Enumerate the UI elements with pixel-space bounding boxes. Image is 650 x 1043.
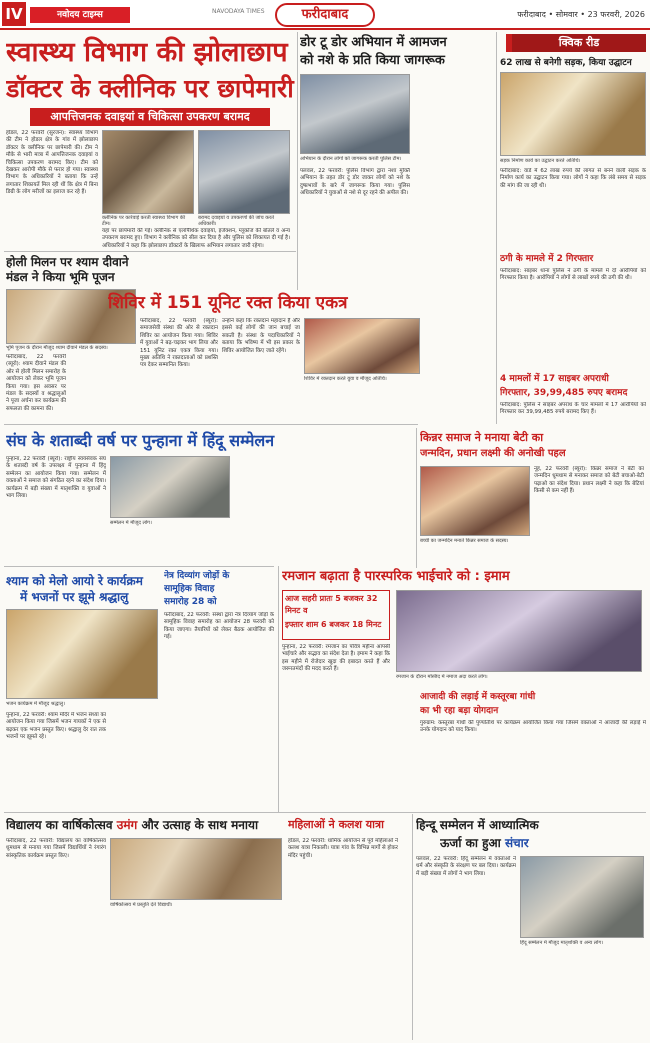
column-rule (416, 428, 417, 568)
blood-camp-headline: शिविर में 151 यूनिट रक्त किया एकत्र (108, 293, 348, 313)
blood-camp-photo (304, 318, 420, 374)
column-rule (412, 814, 413, 1040)
ramzan-sehri: आज सहरी प्रातः 5 बजकर 32 मिनट व (285, 594, 378, 615)
quick-item-4-headline-1: आजादी की लड़ाई में कस्तूरबा गांधी (420, 692, 536, 702)
quick-item-2-headline: ठगी के मामले में 2 गिरफ्तार (500, 254, 594, 264)
lead-headline-1: स्वास्थ्य विभाग की झोलाछाप (6, 37, 288, 68)
quick-item-1-caption: सड़क निर्माण कार्य का उद्घाटन करते अतिथि। (500, 158, 581, 164)
ramzan-photo-caption: रमजान के दौरान मस्जिद में नमाज अदा करते लोग। (396, 674, 488, 680)
shyam-headline-1: श्याम को मेलो आयो रे कार्यक्रम (6, 574, 143, 588)
shyam-photo (6, 609, 158, 699)
interview-photo-caption: अभियान के दौरान लोगों को जागरूक करती पुलिस टीम। (300, 156, 402, 162)
ramzan-iftar: इफ्तार शाम 6 बजकर 18 मिनट (285, 620, 382, 629)
shyam-photo-caption: भजन कार्यक्रम में मौजूद श्रद्धालु। (6, 701, 65, 707)
vidyalaya-headline-2: उमंग (116, 818, 138, 832)
aadhyatmik-headline (440, 834, 640, 852)
quick-item-4-headline-2: का भी रहा बड़ा योगदान (420, 706, 499, 716)
lead-subhead: आपत्तिजनक दवाइयां व चिकित्सा उपकरण बरामद (30, 108, 270, 126)
kinnar-photo (420, 466, 530, 536)
quick-item-2-body: फरीदाबाद: साइबर थाना पुलिस ने ठगी के मामले में दो आरोपियों को गिरफ्तार किया है। आरोपियों ने लोगों से लाखों रुपये की ठगी की थी। (500, 268, 646, 282)
sangh-photo (110, 456, 230, 518)
vivah-body: फरीदाबाद, 22 फरवरी: संस्था द्वारा नेत्र दिव्यांग जोड़ों के सामूहिक विवाह समारोह का आयोजन 28 फरवरी को किया जाएगा। तैयारियों को लेकर बैठक आयोजित की गई। (164, 612, 274, 641)
lead-photo-1 (102, 130, 194, 214)
quick-item-3-headline-2: गिरफ्तार, 39,99,485 रुपए बरामद (500, 388, 628, 398)
divider (4, 812, 646, 813)
quick-item-1-body: फरीदाबाद: वार्ड में 62 लाख रुपये की लागत से बनने वाली सड़क के निर्माण कार्य का उद्घाटन किया गया। लोगों ने कहा कि लंबे समय से सड़क की मांग की जा रही थी। (500, 168, 646, 189)
holi-headline-2: मंडल ने किया भूमि पूजन (6, 270, 115, 284)
quick-item-3-body: फरीदाबाद: पुलिस ने साइबर अपराध के चार मामलों में 17 आरोपियों को गिरफ्तार कर 39,99,485 रुपये बरामद किए हैं। (500, 402, 646, 416)
vidyalaya-headline-1: विद्यालय का वार्षिकोत्सव (6, 818, 113, 832)
quick-item-4-body: गुरुग्राम: कस्तूरबा गांधी की पुण्यतिथि पर कार्यक्रम आयोजित किया गया जिसमें वक्ताओं ने आजादी की लड़ाई में उनके योगदान को याद किया। (420, 720, 646, 734)
interview-headline-2: को नशे के प्रति किया जागरूक (300, 53, 445, 68)
holi-photo-caption: भूमि पूजन के दौरान मौजूद श्याम दीवाने मंडल के सदस्य। (6, 345, 108, 351)
kalash-headline: महिलाओं ने कलश यात्रा (288, 818, 384, 831)
quick-item-1-photo (500, 72, 646, 156)
aadhyatmik-photo-caption: हिंदू सम्मेलन में मौजूद मातृशक्ति व अन्य लोग। (520, 940, 604, 946)
aadhyatmik-photo (520, 856, 644, 938)
vivah-headline-3: समारोह 28 को (164, 597, 217, 607)
sangh-photo-caption: सम्मेलन में मौजूद लोग। (110, 520, 152, 526)
shyam-body: पुन्हाना, 22 फरवरी: श्याम मंदिर में भजन संध्या का आयोजन किया गया जिसमें भजन गायकों ने एक से बढ़कर एक भजन प्रस्तुत किए। श्रद्धालु देर रात तक भजनों पर झूमते रहे। (6, 712, 106, 741)
column-rule (496, 32, 497, 424)
vidyalaya-headline-3: और उत्साह के साथ मनाया (141, 818, 259, 832)
blood-camp-body-2: उन्होंने कहा कि रक्तदान महादान है और इससे कई लोगों की जान बचाई जा सकती है। संस्था के पदाधिकारियों ने बताया कि भविष्य में भी इस प्रकार के शिविर आयोजित किए जाते रहेंगे। (222, 318, 300, 354)
ramzan-photo (396, 590, 642, 672)
lead-photo-1-caption: क्लीनिक पर कार्रवाई करती स्वास्थ्य विभाग की टीम। (102, 215, 186, 227)
lead-body-col-2: यहां पर छापेमारी की गई। क्लीनिक से एलोपैथिक दवाइयां, इंजेक्शन, ग्लूकोज की बोतलें व अन्य उपकरण बरामद हुए। विभाग ने क्लीनिक को सील कर दिया है और पुलिस को शिकायत दी गई है। अधिकारियों ने कहा कि झोलाछाप डॉक्टरों के खिलाफ अभियान लगातार जारी रहेगा। (102, 228, 290, 249)
interview-photo (300, 74, 410, 154)
kinnar-photo-caption: बच्ची का जन्मदिन मनाते किन्नर समाज के सदस्य। (420, 538, 509, 544)
paper-logo: नवोदय टाइम्स (30, 7, 130, 23)
holi-body: फरीदाबाद, 22 फरवरी (ब्यूरो): श्याम दीवाने मंडल की ओर से होली मिलन समारोह के आयोजन को लेकर भूमि पूजन किया गया। इस अवसर पर मंडल के सदस्यों व श्रद्धालुओं ने पूजा अर्चना कर कार्यक्रम की सफलता की कामना की। (6, 354, 66, 412)
interview-body: पलवल, 22 फरवरी: पुलिस विभाग द्वारा नशा मुक्ति अभियान के तहत डोर टू डोर जाकर लोगों को नशे के दुष्प्रभावों के बारे में जागरूक किया गया। पुलिस अधिकारियों ने युवाओं से नशे से दूर रहने की अपील की। (300, 168, 410, 197)
kalash-body: होडल, 22 फरवरी: धार्मिक आयोजन से पूर्व महिलाओं ने कलश यात्रा निकाली। यात्रा गांव के विभिन्न मार्गों से होकर मंदिर पहुंची। (288, 838, 398, 859)
aadhyatmik-headline-1: हिन्दू सम्मेलन में आध्यात्मिक (416, 818, 539, 832)
vidyalaya-photo-caption: वार्षिकोत्सव में प्रस्तुति देते विद्यार्थी। (110, 902, 173, 908)
lead-body-col-1: होडल, 22 फरवरी (सुरजन): स्वास्थ्य विभाग की टीम ने होडल क्षेत्र के गांव में झोलाछाप डॉक्टर के क्लीनिक पर छापेमारी की। टीम ने मौके से भारी मात्रा में आपत्तिजनक दवाइयां व चिकित्सा उपकरण बरामद किए। टीम को देखकर आरोपी मौके से फरार हो गया। स्वास्थ्य विभाग के अधिकारियों ने बताया कि उन्हें लगातार शिकायतें मिल रही थीं कि क्षेत्र में बिना डिग्री के लोग मरीजों का इलाज कर रहे हैं। (6, 130, 98, 196)
ramzan-timings-box (282, 590, 390, 640)
quick-item-3-headline-1: 4 मामलों में 17 साइबर अपराधी (500, 374, 609, 384)
sangh-body: पुन्हाना, 22 फरवरी (ब्यूरो): राष्ट्रीय स्वयंसेवक संघ के शताब्दी वर्ष के उपलक्ष्य में पुन्हाना में हिंदू सम्मेलन का आयोजन किया गया। सम्मेलन में वक्ताओं ने समाज को संगठित रहने का संदेश दिया। कार्यक्रम में बड़ी संख्या में मातृशक्ति व युवाओं ने भाग लिया। (6, 456, 106, 500)
kinnar-headline-1: किन्नर समाज ने मनाया बेटी का (420, 431, 544, 444)
vivah-headline-2: सामूहिक विवाह (164, 584, 215, 594)
kinnar-body: नूंह, 22 फरवरी (ब्यूरो): किन्नर समाज ने बेटी का जन्मदिन धूमधाम से मनाकर समाज को बेटी बचाओ-बेटी पढ़ाओ का संदेश दिया। प्रधान लक्ष्मी ने कहा कि बेटियां किसी से कम नहीं हैं। (534, 466, 644, 495)
ramzan-headline: रमजान बढ़ाता है पारस्परिक भाईचारे को : इमाम (282, 569, 510, 584)
vidyalaya-body: फरीदाबाद, 22 फरवरी: विद्यालय का वार्षिकोत्सव धूमधाम से मनाया गया जिसमें विद्यार्थियों ने रंगारंग सांस्कृतिक कार्यक्रम प्रस्तुत किए। (6, 838, 106, 859)
city-badge: फरीदाबाद (275, 3, 375, 27)
interview-headline-1: डोर टू डोर अभियान में आमजन (300, 35, 447, 50)
kinnar-headline-2: जन्मदिन, प्रधान लक्ष्मी की अनोखी पहल (420, 448, 566, 459)
vivah-headline-1: नेत्र दिव्यांग जोड़ों के (164, 571, 230, 581)
aadhyatmik-headline-2: ऊर्जा का हुआ (440, 836, 501, 850)
column-rule (278, 566, 279, 812)
vidyalaya-headline (6, 816, 284, 834)
lead-photo-2 (198, 130, 290, 214)
dateline: फरीदाबाद • सोमवार • 23 फरवरी, 2026 (517, 10, 645, 19)
aadhyatmik-body: पलवल, 22 फरवरी: हिंदू सम्मेलन में वक्ताओं ने धर्म और संस्कृति के संरक्षण पर बल दिया। कार्यक्रम में बड़ी संख्या में लोगों ने भाग लिया। (416, 856, 516, 877)
lead-photo-2-caption: बरामद दवाइयां व उपकरणों की जांच करते अधिकारी। (198, 215, 274, 227)
divider (4, 251, 296, 252)
lead-headline-2: डॉक्टर के क्लीनिक पर छापेमारी (6, 74, 294, 103)
quick-read-label-wrap (506, 34, 646, 52)
divider (4, 424, 418, 425)
shyam-headline-2: में भजनों पर झूमे श्रद्धालु (20, 590, 129, 604)
quick-item-1-headline: 62 लाख से बनेगी सड़क, किया उद्घाटन (500, 58, 632, 68)
blood-camp-photo-caption: शिविर में रक्तदान करते युवा व मौजूद अतिथि। (304, 376, 387, 382)
column-rule (297, 32, 298, 290)
divider (4, 566, 274, 567)
aadhyatmik-headline-3: संचार (504, 836, 529, 850)
sangh-headline: संघ के शताब्दी वर्ष पर पुन्हाना में हिंदू सम्मेलन (6, 431, 275, 450)
quick-read-label: क्विक रीड (512, 34, 646, 52)
holi-headline-1: होली मिलन पर श्याम दीवाने (6, 255, 129, 269)
paper-name-small: NAVODAYA TIMES (212, 8, 265, 15)
vidyalaya-photo (110, 838, 282, 900)
ramzan-body: पुन्हाना, 22 फरवरी: रमजान का पवित्र महीना आपसी भाईचारे और सद्भाव का संदेश देता है। इमाम ने कहा कि इस महीने में रोजेदार खुदा की इबादत करते हैं और जरूरतमंदों की मदद करते हैं। (282, 644, 390, 673)
blood-camp-body-1: फरीदाबाद, 22 फरवरी (ब्यूरो): समाजसेवी संस्था की ओर से रक्तदान शिविर का आयोजन किया गया। शिविर में युवाओं ने बढ़-चढ़कर भाग लिया और 151 यूनिट रक्त एकत्र किया गया। मुख्य अतिथि ने रक्तदाताओं को प्रशस्ति पत्र देकर सम्मानित किया। (140, 318, 218, 369)
page-number: IV (2, 2, 26, 26)
